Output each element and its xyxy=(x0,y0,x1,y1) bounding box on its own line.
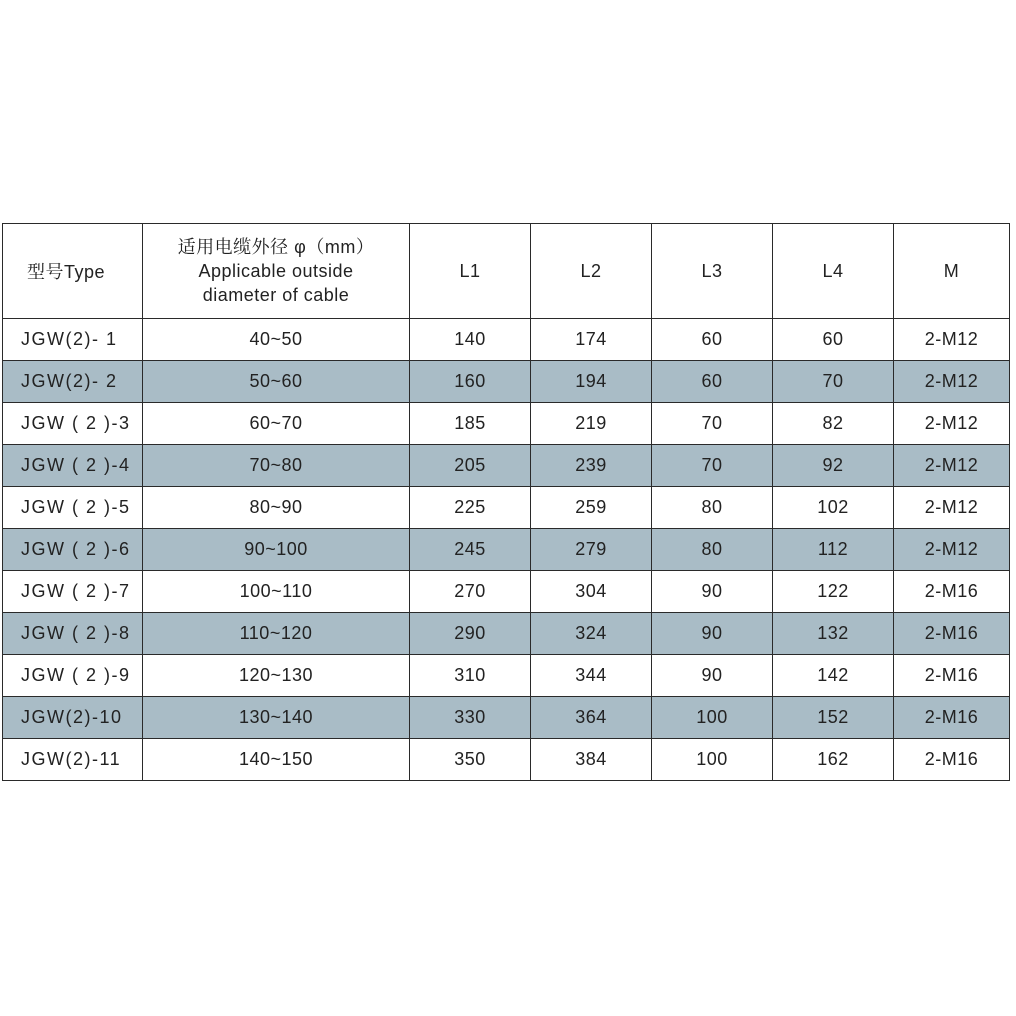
cell-l2: 344 xyxy=(531,655,652,697)
header-diameter-en-2: diameter of cable xyxy=(202,285,350,305)
table-row xyxy=(3,739,1010,781)
cell-l3: 70 xyxy=(652,445,773,487)
cell-l4: 162 xyxy=(773,739,894,781)
cell-l4: 60 xyxy=(773,319,894,361)
cell-l1: 290 xyxy=(410,613,531,655)
cell-type: JGW(2)-11 xyxy=(3,739,143,781)
cell-l3: 60 xyxy=(652,319,773,361)
cell-l3: 90 xyxy=(652,655,773,697)
cell-diameter: 40~50 xyxy=(143,319,410,361)
cell-type: JGW(2)- 2 xyxy=(3,361,143,403)
cell-diameter: 50~60 xyxy=(143,361,410,403)
cell-l4: 70 xyxy=(773,361,894,403)
cell-diameter: 130~140 xyxy=(143,697,410,739)
cell-m: 2-M12 xyxy=(894,403,1010,445)
cell-l3: 60 xyxy=(652,361,773,403)
cell-m: 2-M12 xyxy=(894,487,1010,529)
cell-diameter: 110~120 xyxy=(143,613,410,655)
cell-type: JGW ( 2 )-7 xyxy=(3,571,143,613)
cell-diameter: 100~110 xyxy=(143,571,410,613)
cell-m: 2-M16 xyxy=(894,655,1010,697)
cell-m: 2-M16 xyxy=(894,613,1010,655)
cell-l4: 112 xyxy=(773,529,894,571)
cell-l4: 122 xyxy=(773,571,894,613)
header-diameter xyxy=(143,224,410,319)
cell-diameter: 60~70 xyxy=(143,403,410,445)
cell-l1: 330 xyxy=(410,697,531,739)
cell-type: JGW ( 2 )-5 xyxy=(3,487,143,529)
cell-l3: 80 xyxy=(652,529,773,571)
table-row xyxy=(3,445,1010,487)
table-row xyxy=(3,655,1010,697)
table-row xyxy=(3,571,1010,613)
cell-l4: 142 xyxy=(773,655,894,697)
table-row xyxy=(3,487,1010,529)
header-row xyxy=(3,224,1010,319)
table-header xyxy=(3,224,1010,319)
spec-table xyxy=(2,223,1010,781)
cell-diameter: 120~130 xyxy=(143,655,410,697)
header-diameter-cn: 适用电缆外径 φ（mm） xyxy=(177,237,375,257)
table-body xyxy=(3,319,1010,781)
cell-type: JGW ( 2 )-4 xyxy=(3,445,143,487)
table-row xyxy=(3,697,1010,739)
header-m: M xyxy=(894,224,1010,319)
cell-l3: 90 xyxy=(652,613,773,655)
cell-type: JGW(2)- 1 xyxy=(3,319,143,361)
cell-l4: 92 xyxy=(773,445,894,487)
cell-diameter: 80~90 xyxy=(143,487,410,529)
cell-l1: 225 xyxy=(410,487,531,529)
cell-l2: 259 xyxy=(531,487,652,529)
cell-l2: 384 xyxy=(531,739,652,781)
cell-m: 2-M12 xyxy=(894,361,1010,403)
cell-l3: 70 xyxy=(652,403,773,445)
cell-l2: 324 xyxy=(531,613,652,655)
cell-l1: 245 xyxy=(410,529,531,571)
cell-l2: 279 xyxy=(531,529,652,571)
cell-l2: 174 xyxy=(531,319,652,361)
cell-l4: 102 xyxy=(773,487,894,529)
cell-diameter: 140~150 xyxy=(143,739,410,781)
cell-l1: 310 xyxy=(410,655,531,697)
cell-m: 2-M16 xyxy=(894,697,1010,739)
cell-m: 2-M12 xyxy=(894,319,1010,361)
cell-l3: 90 xyxy=(652,571,773,613)
table-row xyxy=(3,361,1010,403)
cell-l3: 100 xyxy=(652,697,773,739)
cell-l4: 152 xyxy=(773,697,894,739)
cell-diameter: 70~80 xyxy=(143,445,410,487)
cell-type: JGW ( 2 )-9 xyxy=(3,655,143,697)
cell-l1: 205 xyxy=(410,445,531,487)
header-type: 型号Type xyxy=(3,224,143,319)
cell-type: JGW ( 2 )-3 xyxy=(3,403,143,445)
header-l2: L2 xyxy=(531,224,652,319)
cell-m: 2-M12 xyxy=(894,529,1010,571)
cell-l2: 239 xyxy=(531,445,652,487)
cell-m: 2-M16 xyxy=(894,739,1010,781)
table-row xyxy=(3,529,1010,571)
cell-l1: 185 xyxy=(410,403,531,445)
cell-type: JGW(2)-10 xyxy=(3,697,143,739)
cell-l4: 82 xyxy=(773,403,894,445)
header-diameter-en-1: Applicable outside xyxy=(198,261,354,281)
cell-l3: 80 xyxy=(652,487,773,529)
cell-m: 2-M16 xyxy=(894,571,1010,613)
table-row xyxy=(3,319,1010,361)
header-l4: L4 xyxy=(773,224,894,319)
cell-l1: 140 xyxy=(410,319,531,361)
header-l3: L3 xyxy=(652,224,773,319)
cell-l1: 270 xyxy=(410,571,531,613)
cell-l4: 132 xyxy=(773,613,894,655)
cell-l2: 304 xyxy=(531,571,652,613)
cell-l1: 160 xyxy=(410,361,531,403)
cell-diameter: 90~100 xyxy=(143,529,410,571)
cell-l3: 100 xyxy=(652,739,773,781)
cell-l1: 350 xyxy=(410,739,531,781)
cell-m: 2-M12 xyxy=(894,445,1010,487)
header-l1: L1 xyxy=(410,224,531,319)
cell-l2: 194 xyxy=(531,361,652,403)
table-row xyxy=(3,403,1010,445)
cell-l2: 364 xyxy=(531,697,652,739)
cell-type: JGW ( 2 )-8 xyxy=(3,613,143,655)
cell-l2: 219 xyxy=(531,403,652,445)
cell-type: JGW ( 2 )-6 xyxy=(3,529,143,571)
table-row xyxy=(3,613,1010,655)
